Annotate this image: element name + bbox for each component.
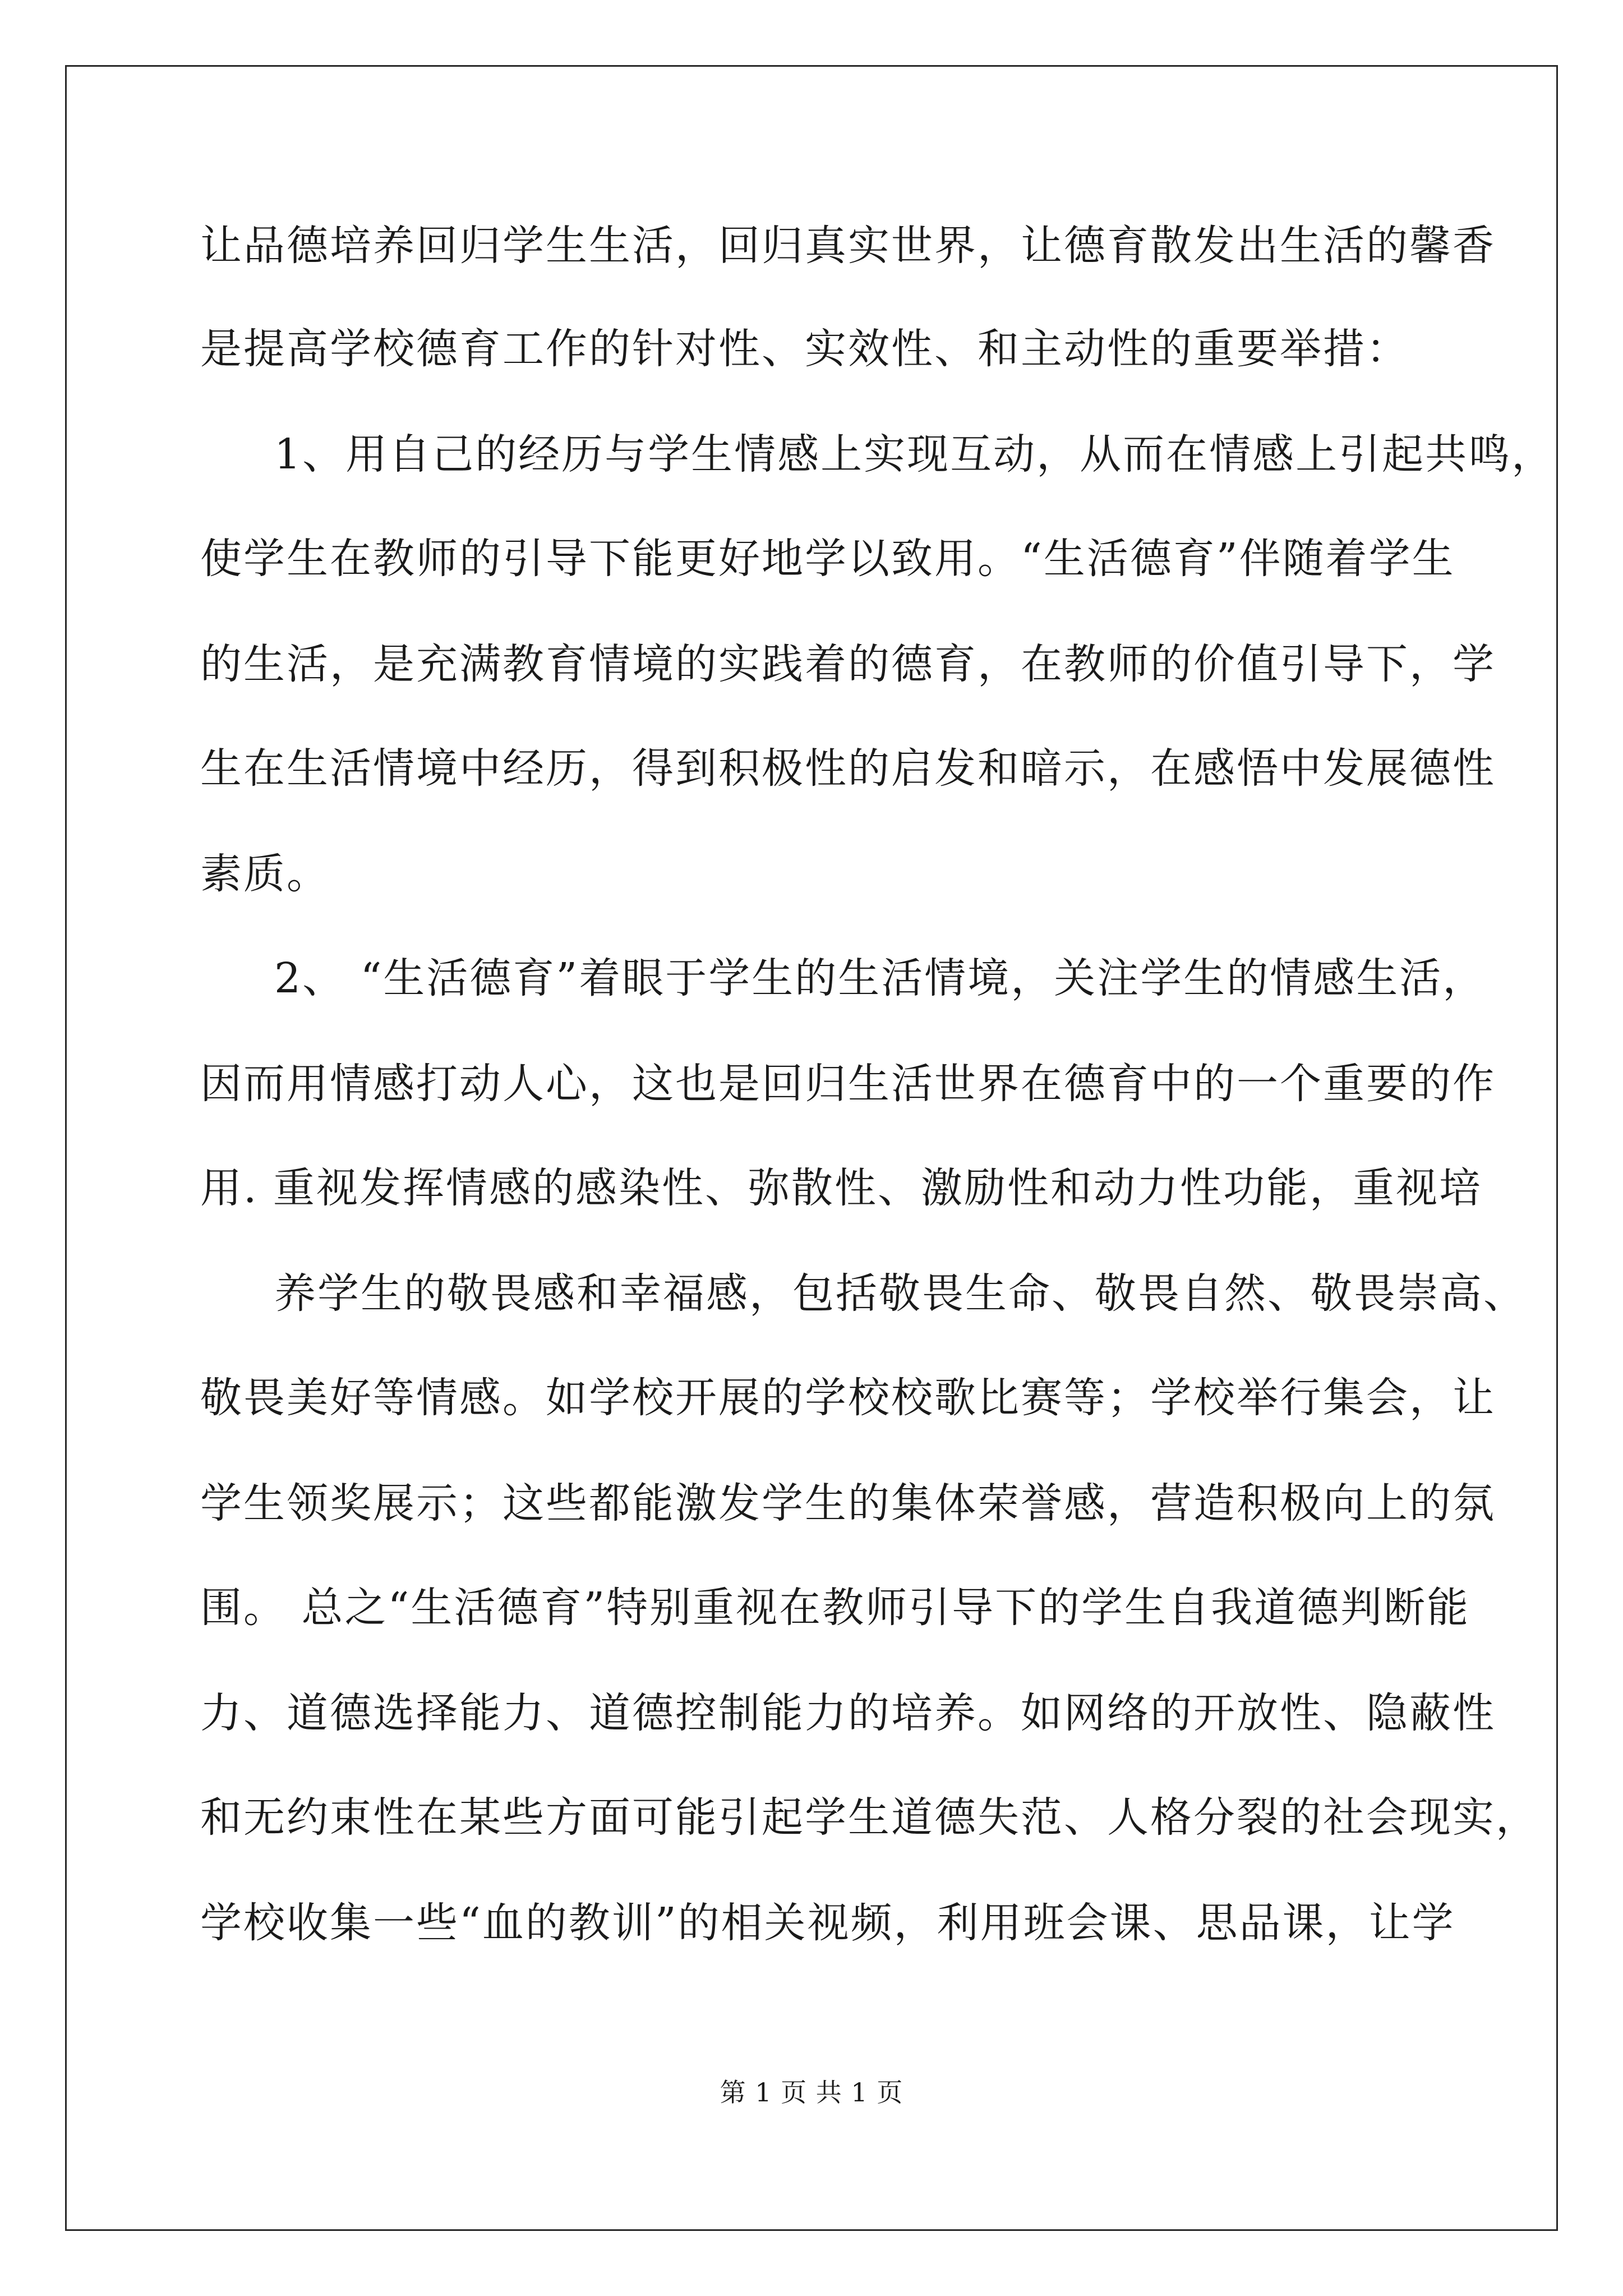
text-line: 用. 重视发挥情感的感染性、弥散性、激励性和动力性功能，重视培 xyxy=(200,1164,1483,1212)
text-line: 是提高学校德育工作的针对性、实效性、和主动性的重要举措： xyxy=(200,325,1409,373)
text-line: 养学生的敬畏感和幸福感，包括敬畏生命、敬畏自然、敬畏崇高、 xyxy=(274,1269,1527,1318)
text-line: 2、 “生活德育”着眼于学生的生活情境，关注学生的情感生活， xyxy=(274,954,1486,1002)
text-line: 的生活，是充满教育情境的实践着的德育，在教师的价值引导下，学 xyxy=(200,640,1496,688)
text-line: 使学生在教师的引导下能更好地学以致用。“生活德育”伴随着学生 xyxy=(200,535,1455,583)
text-line: 生在生活情境中经历，得到积极性的启发和暗示，在感悟中发展德性 xyxy=(200,744,1496,793)
page-number-footer: 第 1 页 共 1 页 xyxy=(720,2077,903,2108)
text-line: 素质。 xyxy=(200,850,330,898)
text-line: 学生领奖展示；这些都能激发学生的集体荣誉感，营造积极向上的氛 xyxy=(200,1479,1496,1527)
text-line: 和无约束性在某些方面可能引起学生道德失范、人格分裂的社会现实， xyxy=(200,1793,1539,1842)
text-line: 1、用自己的经历与学生情感上实现互动，从而在情感上引起共鸣， xyxy=(274,430,1555,478)
text-line: 力、道德选择能力、道德控制能力的培养。如网络的开放性、隐蔽性 xyxy=(200,1689,1496,1737)
text-line: 让品德培养回归学生生活，回归真实世界，让德育散发出生活的馨香 xyxy=(200,222,1496,270)
text-line: 因而用情感打动人心，这也是回归生活世界在德育中的一个重要的作 xyxy=(200,1060,1496,1108)
text-line: 围。 总之“生活德育”特别重视在教师引导下的学生自我道德判断能 xyxy=(200,1584,1470,1632)
text-line: 学校收集一些“血的教训”的相关视频，利用班会课、思品课，让学 xyxy=(200,1899,1455,1947)
text-line: 敬畏美好等情感。如学校开展的学校校歌比赛等；学校举行集会，让 xyxy=(200,1374,1496,1422)
